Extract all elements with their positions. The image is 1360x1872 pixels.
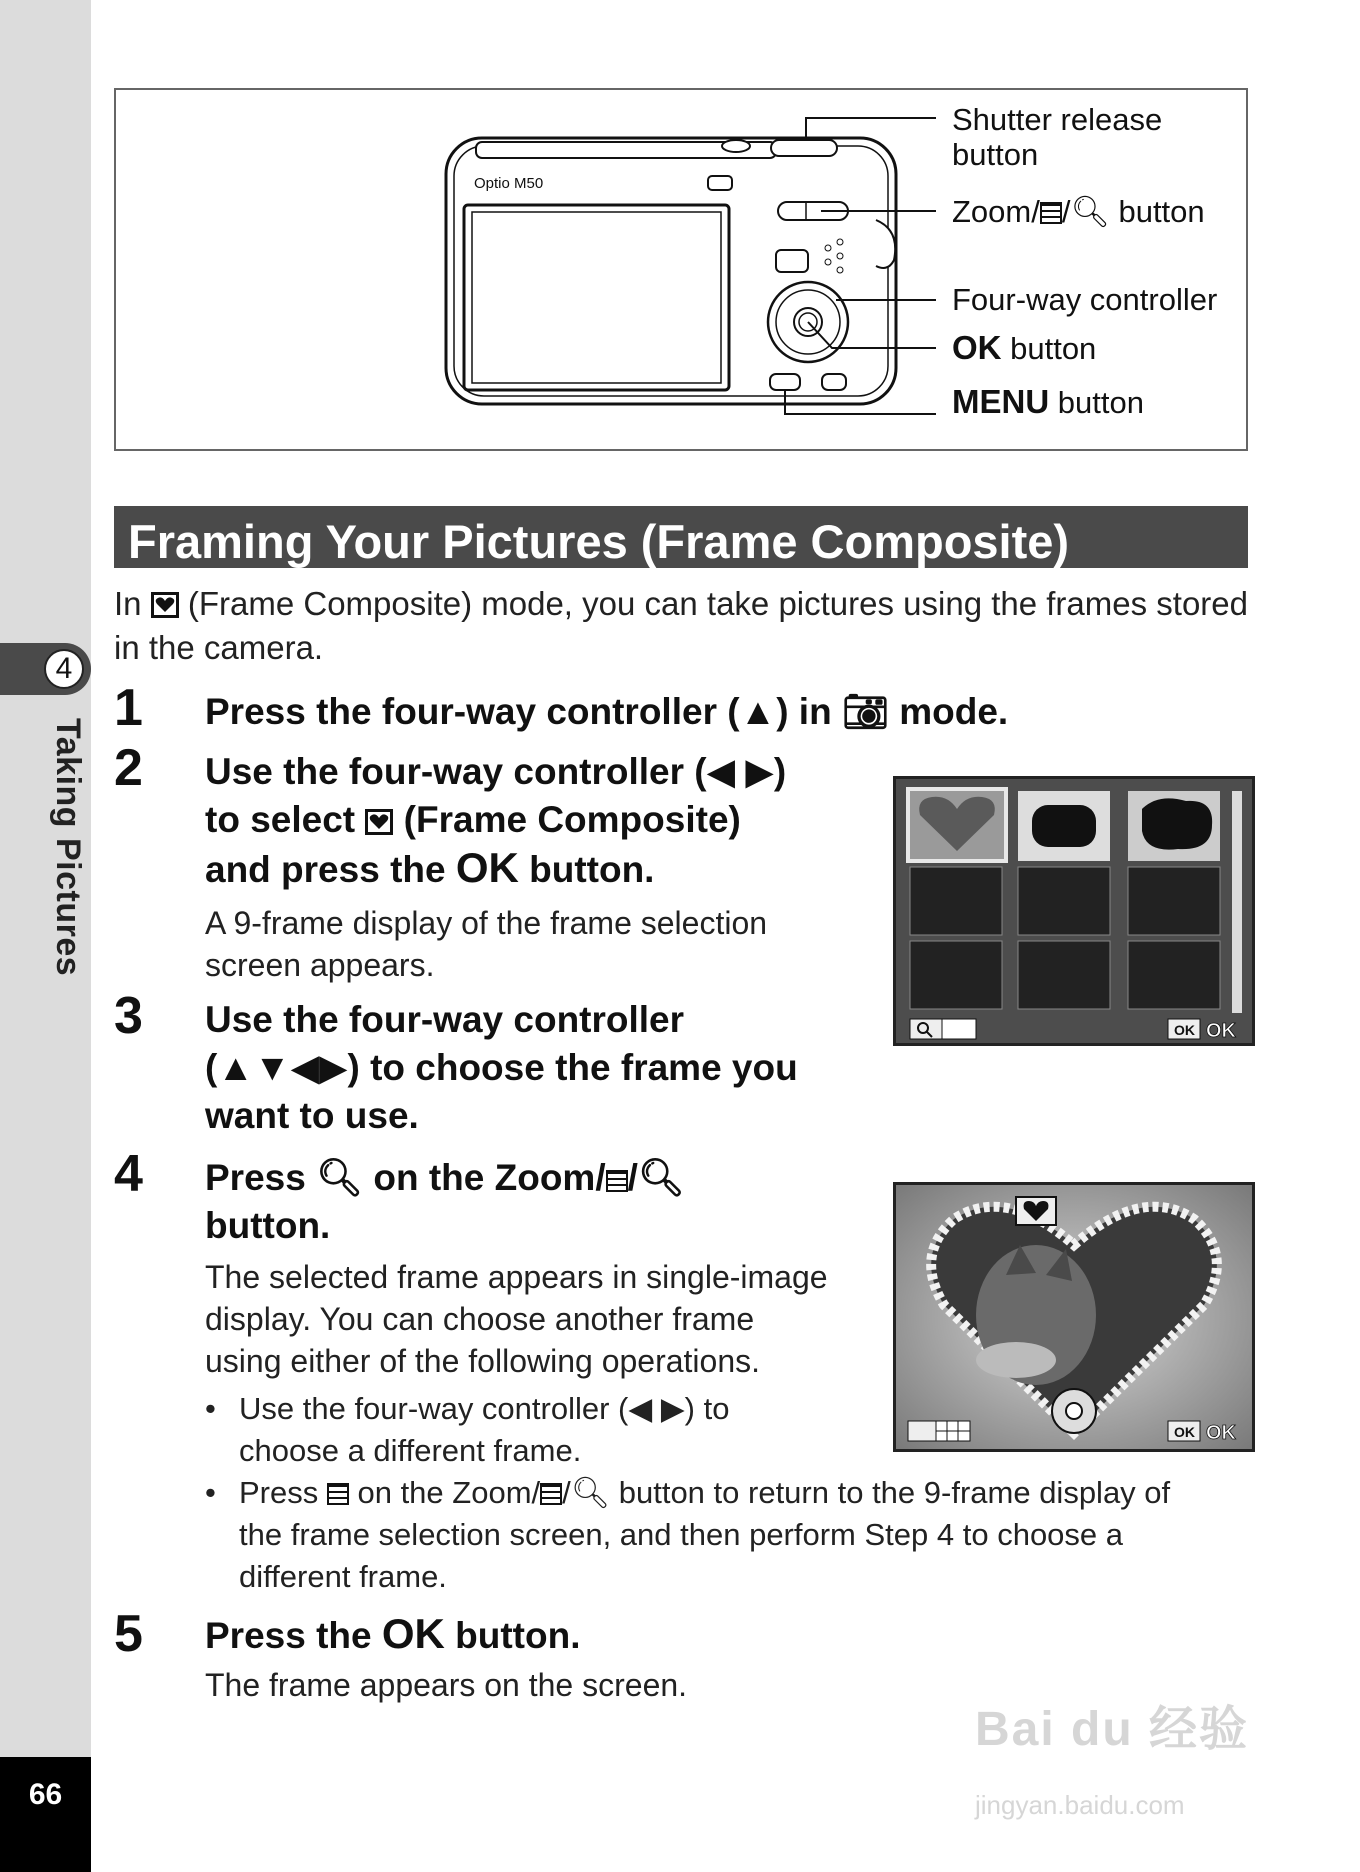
step-4-body: The selected frame appears in single-image display. You can choose another frame using either of the following operations. (205, 1259, 828, 1379)
step-4-heading: Press 🔍︎ on the Zoom/ /🔍︎ button. (205, 1157, 685, 1246)
watermark-logo: Bai du 经验 (975, 1703, 1250, 1756)
page-number: 66 (28, 1778, 63, 1811)
step-1-heading: Press the four-way controller (▲) in 📷︎ mode. (205, 691, 1009, 732)
svg-text:OK: OK (1174, 1022, 1195, 1038)
thumbnail-grid-icon (327, 1483, 349, 1505)
step-4-bullet-1: • Use the four-way controller (◀ ▶) to choose a different frame. (205, 1391, 730, 1468)
callout-zoom-button: Zoom/ /🔍︎ button (952, 194, 1205, 229)
camera-icon: 📷︎ (841, 691, 889, 732)
chapter-label: Taking Pictures (49, 718, 87, 977)
step-2-heading: Use the four-way controller (◀ ▶) to select (Frame Composite) and press the OK button. (205, 751, 787, 891)
step-5-body: The frame appears on the screen. (205, 1667, 688, 1703)
screen1-ok-label: OK (1206, 1020, 1236, 1042)
camera-brand-text: Optio M50 (474, 175, 544, 192)
step-5-heading: Press the OK button. (205, 1610, 581, 1657)
camera-diagram (114, 88, 1248, 451)
thumbnail-grid-icon (1040, 202, 1062, 224)
section-title: Framing Your Pictures (Frame Composite) (128, 515, 1070, 568)
watermark-url: jingyan.baidu.com (975, 1790, 1185, 1820)
magnifier-icon: 🔍︎ (316, 1157, 364, 1198)
magnifier-icon: 🔍︎ (570, 1475, 611, 1510)
thumbnail-grid-icon (540, 1483, 562, 1505)
step-2-number: 2 (114, 739, 143, 797)
step-5-number: 5 (114, 1605, 143, 1663)
chapter-number: 4 (44, 649, 84, 689)
magnifier-icon: 🔍︎ (1070, 194, 1110, 229)
nine-frame-grid (896, 779, 1252, 1043)
intro-paragraph: In (Frame Composite) mode, you can take pictures using the frames stored in the camera. (114, 585, 1248, 666)
callout-ok-button: OK button (952, 329, 1097, 366)
svg-text:OK: OK (1174, 1424, 1195, 1440)
callout-menu-button: MENU button (952, 383, 1144, 420)
step-4-number: 4 (114, 1145, 143, 1203)
callout-shutter-release: Shutter release button (952, 102, 1163, 172)
frame-composite-icon (151, 592, 179, 618)
frame-selection-screen (893, 776, 1255, 1046)
step-1-number: 1 (114, 679, 143, 737)
page-number-box (0, 1757, 91, 1872)
magnifier-icon: 🔍︎ (637, 1157, 685, 1198)
thumbnail-grid-icon (606, 1170, 628, 1192)
step-2-body: A 9-frame display of the frame selection screen appears. (205, 905, 768, 983)
step-4-bullet-2: • Press on the Zoom/ /🔍︎ button to return to the 9-frame display of the frame selection screen, and then perform Step 4 to choose a different frame. (205, 1475, 1171, 1594)
single-frame-preview-screen (893, 1182, 1255, 1452)
frame-composite-icon (365, 809, 393, 835)
step-3-number: 3 (114, 987, 143, 1045)
step-3-heading: Use the four-way controller (▲▼◀▶) to choose the frame you want to use. (205, 999, 798, 1136)
section-header (114, 506, 1248, 568)
callout-four-way-controller: Four-way controller (952, 282, 1218, 317)
screen2-ok-label: OK (1206, 1422, 1236, 1444)
heart-frame-preview (896, 1185, 1252, 1449)
